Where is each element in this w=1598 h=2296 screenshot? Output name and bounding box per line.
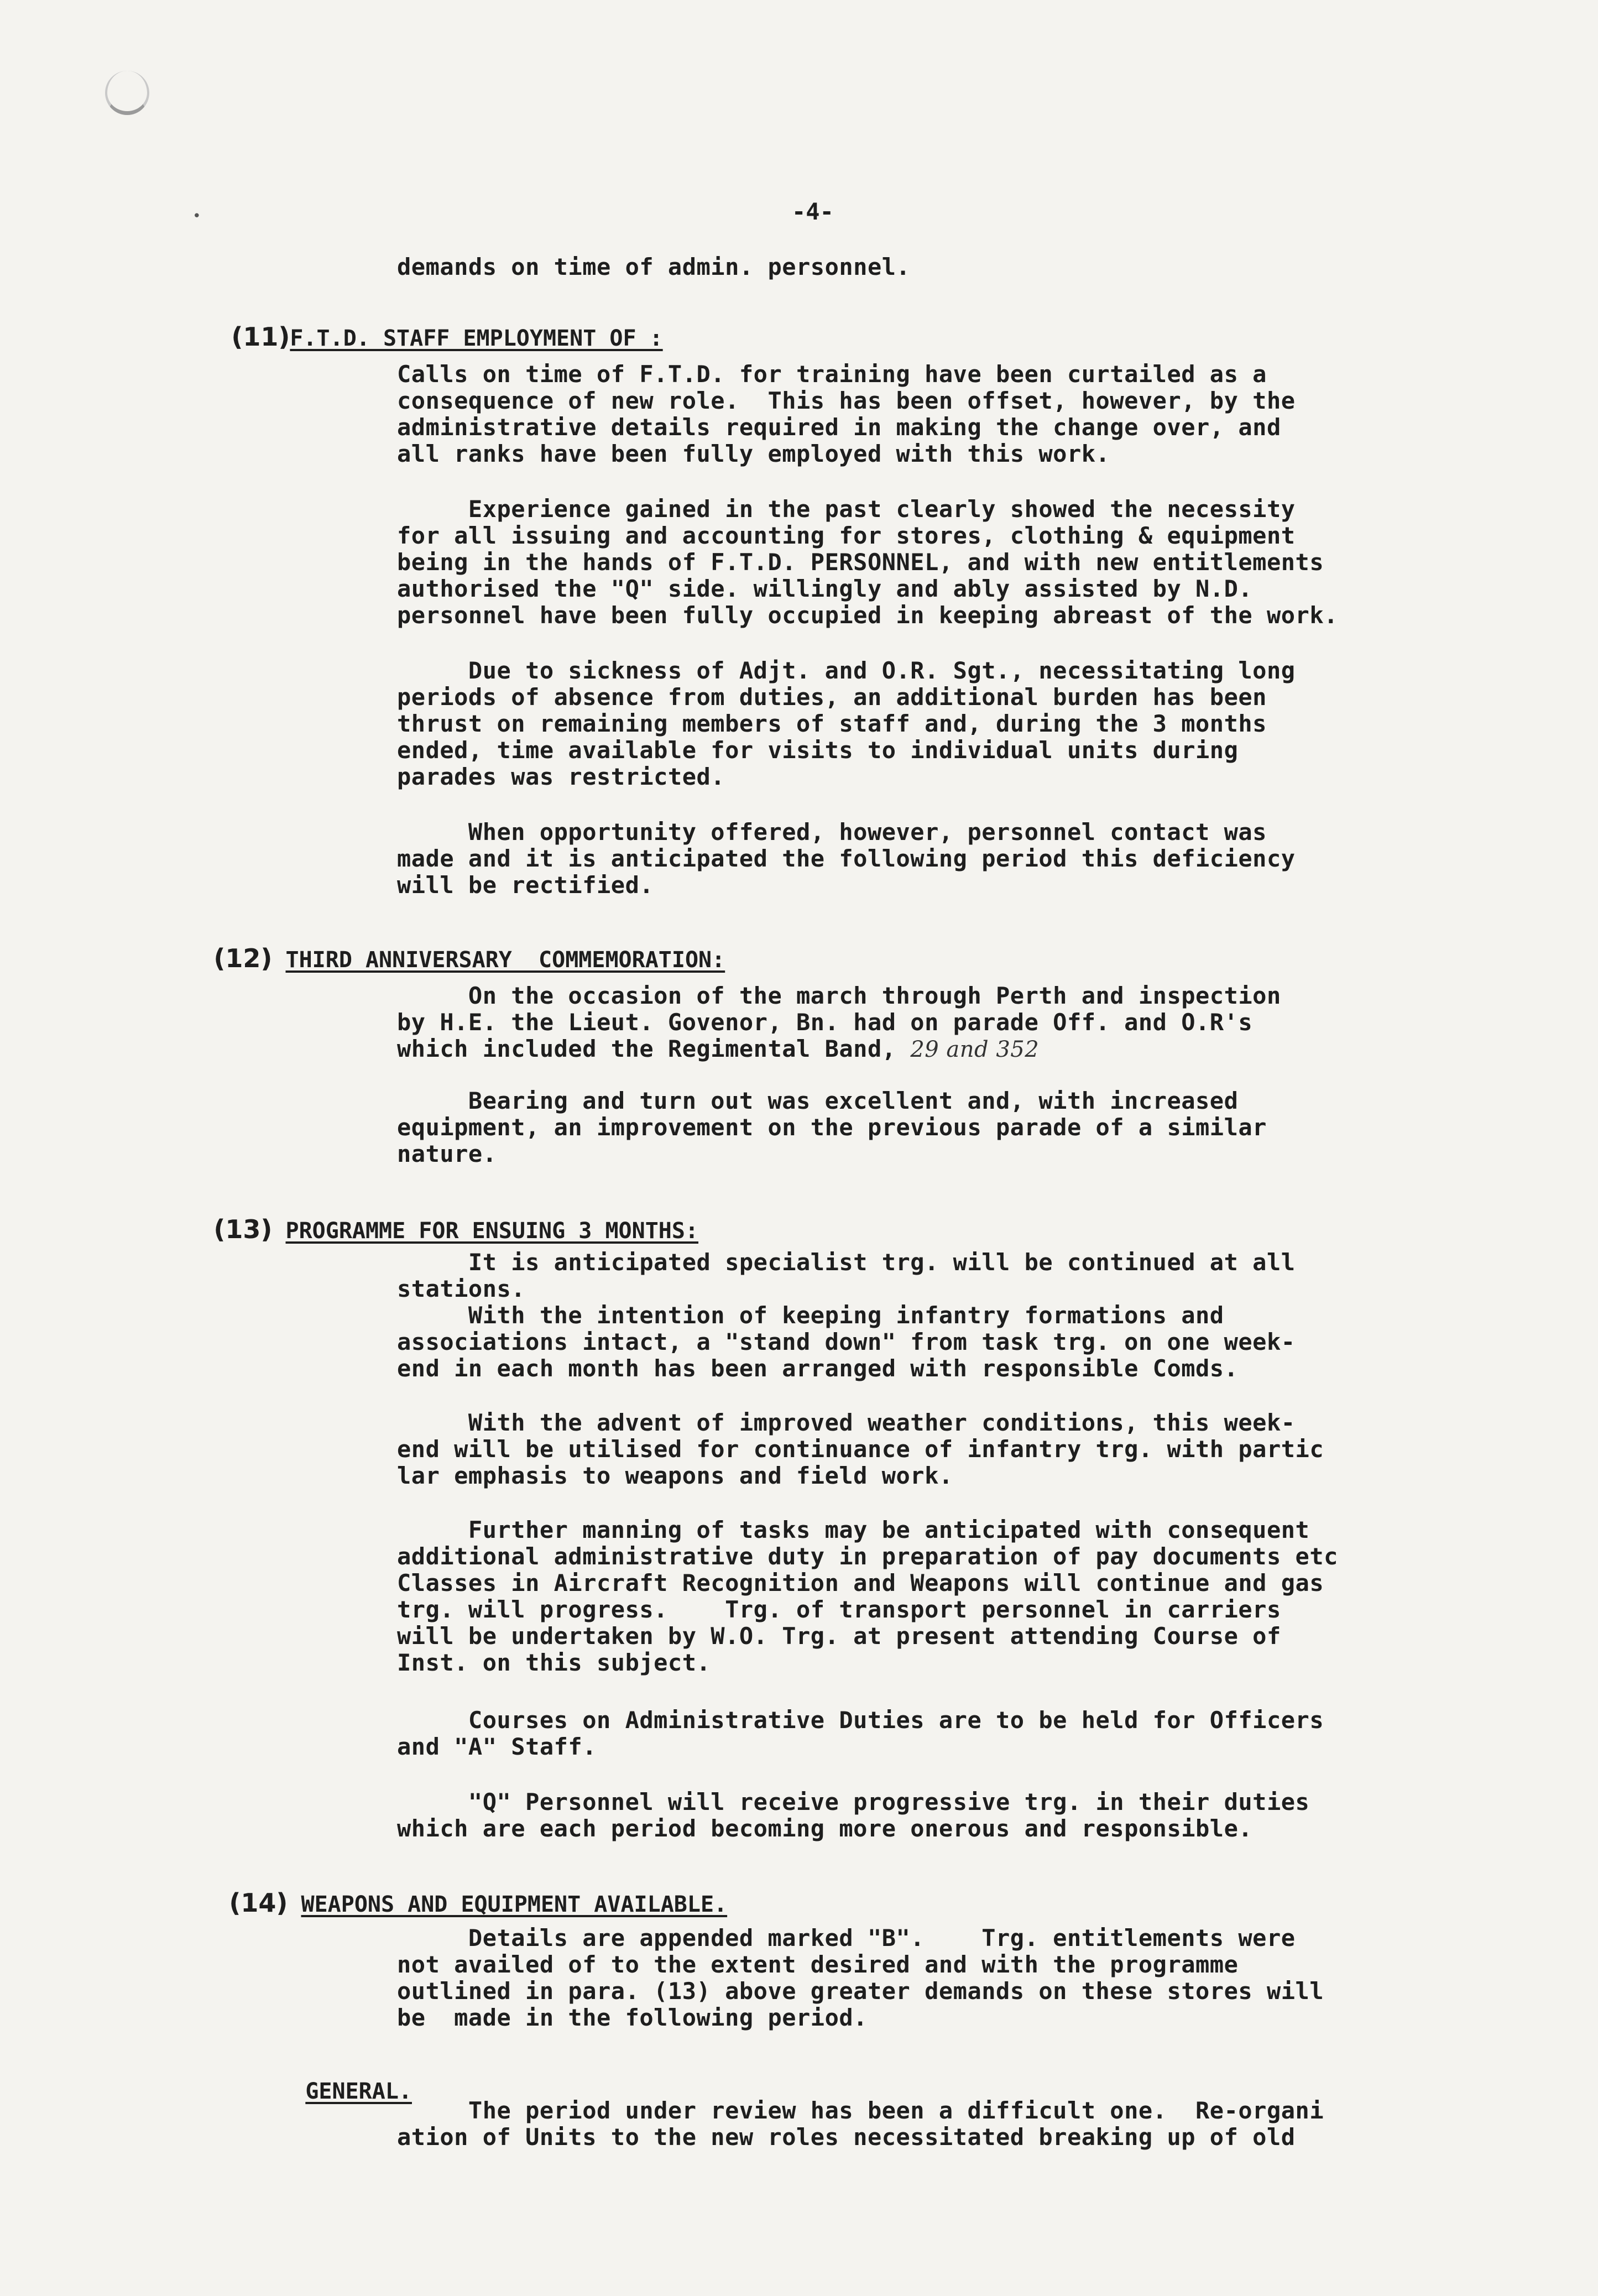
text-line: will be rectified. — [397, 872, 654, 899]
text-line: The period under review has been a difficult one. Re-organi — [397, 2097, 1324, 2124]
section-number: (12) — [213, 943, 273, 973]
text-line: end will be utilised for continuance of infantry trg. with partic — [397, 1436, 1324, 1463]
text-line: by H.E. the Lieut. Govenor, Bn. had on parade Off. and O.R's — [397, 1009, 1253, 1036]
page-number: -4- — [792, 198, 834, 225]
text-line: ation of Units to the new roles necessitated breaking up of old — [397, 2123, 1296, 2151]
text-line: administrative details required in making the change over, and — [397, 414, 1281, 441]
text-line: It is anticipated specialist trg. will be continued at all — [397, 1249, 1296, 1276]
text-line: Inst. on this subject. — [397, 1649, 711, 1676]
text-line: periods of absence from duties, an additional burden has been — [397, 683, 1267, 711]
section-number: (13) — [213, 1214, 273, 1244]
text-line: When opportunity offered, however, personnel contact was — [397, 818, 1267, 846]
text-line: On the occasion of the march through Perth and inspection — [397, 982, 1281, 1009]
text-line: nature. — [397, 1140, 497, 1167]
text-line: With the advent of improved weather conditions, this week- — [397, 1409, 1296, 1436]
text-line: Further manning of tasks may be anticipated with consequent — [397, 1516, 1310, 1543]
text-line: parades was restricted. — [397, 763, 725, 790]
text-line: which are each period becoming more onerous and responsible. — [397, 1815, 1253, 1842]
text-line: lar emphasis to weapons and field work. — [397, 1462, 953, 1489]
text-line: and "A" Staff. — [397, 1733, 597, 1760]
text-line: ended, time available for visits to individual units during — [397, 737, 1239, 764]
text-line: equipment, an improvement on the previous parade of a similar — [397, 1114, 1267, 1141]
text-line: Calls on time of F.T.D. for training have been curtailed as a — [397, 361, 1267, 388]
text-line: consequence of new role. This has been offset, however, by the — [397, 387, 1296, 414]
text-line: Classes in Aircraft Recognition and Weapons will continue and gas — [397, 1569, 1324, 1596]
text-line: associations intact, a "stand down" from task trg. on one week- — [397, 1328, 1296, 1355]
handwritten-annotation: 29 and 352 — [910, 1037, 1040, 1062]
text-line: With the intention of keeping infantry formations and — [397, 1302, 1224, 1329]
text-line: not availed of to the extent desired and with the programme — [397, 1951, 1239, 1978]
text-line: being in the hands of F.T.D. PERSONNEL, and with new entitlements — [397, 549, 1324, 576]
text-line: Bearing and turn out was excellent and, with increased — [397, 1087, 1239, 1114]
general-heading — [252, 2058, 412, 2125]
section-title: PROGRAMME FOR ENSUING 3 MONTHS: — [285, 1218, 699, 1244]
text-line: trg. will progress. Trg. of transport personnel in carriers — [397, 1596, 1281, 1623]
text-line: thrust on remaining members of staff and, during the 3 months — [397, 710, 1267, 737]
text-line: all ranks have been fully employed with this work. — [397, 440, 1110, 467]
text-line: stations. — [397, 1275, 526, 1302]
text-line: Courses on Administrative Duties are to be held for Officers — [397, 1707, 1324, 1734]
text-line: authorised the "Q" side. willingly and ably assisted by N.D. — [397, 575, 1253, 602]
text-line: "Q" Personnel will receive progressive trg. in their duties — [397, 1788, 1310, 1815]
section-number: (11) — [231, 322, 290, 352]
text-line: for all issuing and accounting for stores, clothing & equipment — [397, 522, 1296, 549]
intro-line: demands on time of admin. personnel. — [397, 253, 911, 280]
text-line: additional administrative duty in preparation of pay documents etc — [397, 1543, 1338, 1570]
text-line-typed: which included the Regimental Band, — [397, 1035, 896, 1062]
text-line: Experience gained in the past clearly showed the necessity — [397, 495, 1296, 523]
section-title: F.T.D. STAFF EMPLOYMENT OF : — [290, 326, 663, 351]
stray-mark: • — [192, 208, 201, 225]
text-line: personnel have been fully occupied in keeping abreast of the work. — [397, 602, 1338, 629]
text-line: end in each month has been arranged with responsible Comds. — [397, 1355, 1239, 1382]
text-line: Details are appended marked "B". Trg. entitlements were — [397, 1924, 1296, 1951]
section-title: GENERAL. — [305, 2079, 412, 2104]
text-line: Due to sickness of Adjt. and O.R. Sgt., necessitating long — [397, 657, 1296, 684]
text-line: be made in the following period. — [397, 2004, 868, 2031]
section-title: WEAPONS AND EQUIPMENT AVAILABLE. — [301, 1892, 728, 1917]
section-number: (14) — [229, 1888, 288, 1918]
text-line: will be undertaken by W.O. Trg. at present attending Course of — [397, 1622, 1281, 1650]
text-line: made and it is anticipated the following period this deficiency — [397, 845, 1296, 872]
punch-hole — [105, 71, 149, 115]
text-line: outlined in para. (13) above greater demands on these stores will — [397, 1977, 1324, 2005]
text-line — [397, 1037, 1039, 1061]
section-title: THIRD ANNIVERSARY COMMEMORATION: — [285, 947, 725, 973]
